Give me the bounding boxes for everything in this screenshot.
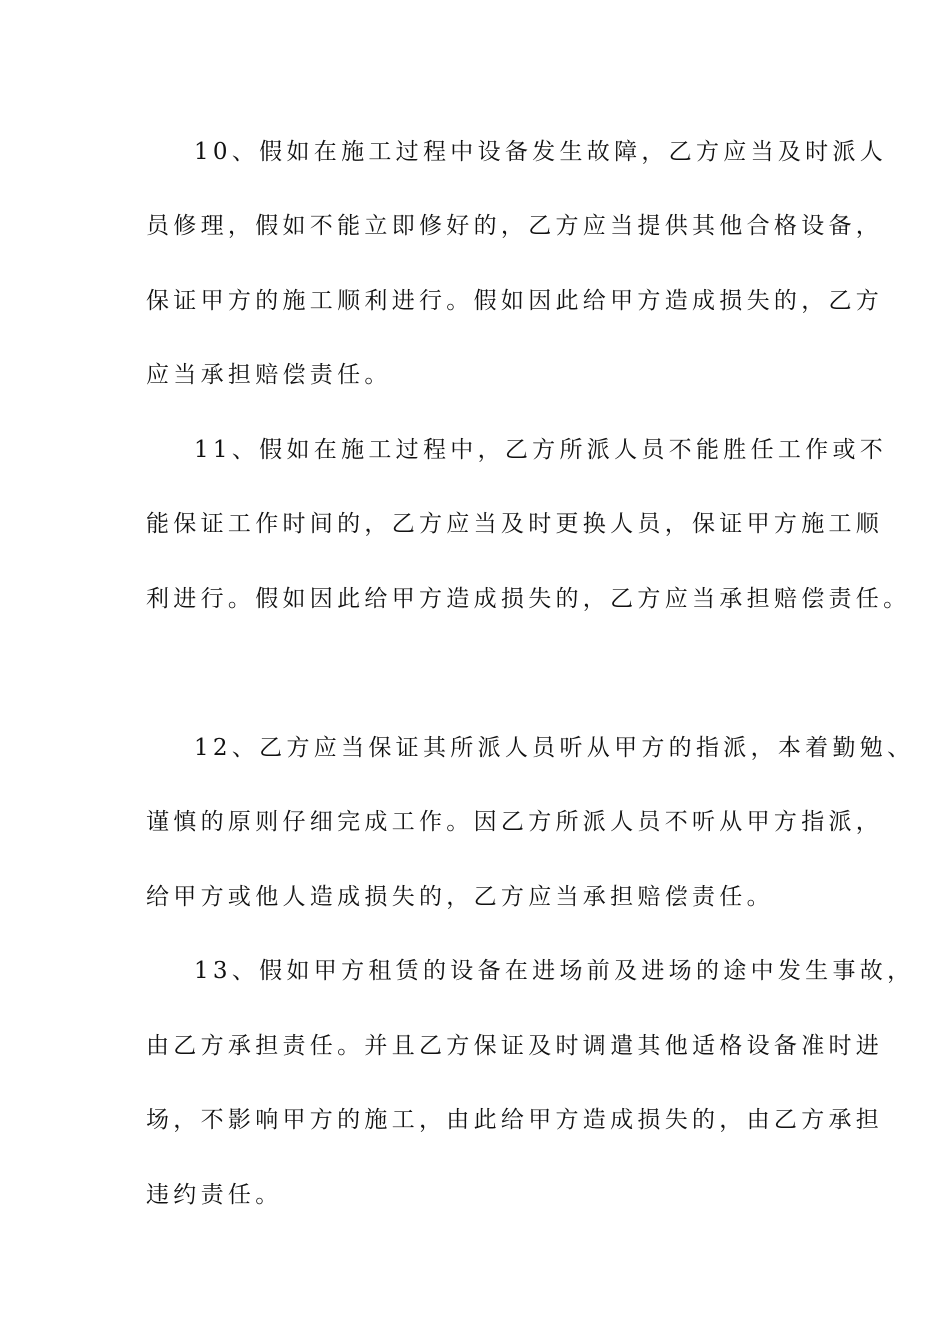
clause-13-line-2: 由乙方承担责任。并且乙方保证及时调遣其他适格设备准时进 <box>146 1033 884 1059</box>
clause-13-line-3: 场，不影响甲方的施工，由此给甲方造成损失的，由乙方承担 <box>146 1107 884 1133</box>
clause-10-line-2: 员修理，假如不能立即修好的，乙方应当提供其他合格设备， <box>146 213 884 239</box>
clause-12-line-2: 谨慎的原则仔细完成工作。因乙方所派人员不听从甲方指派， <box>146 809 884 835</box>
clause-11-line-2: 能保证工作时间的，乙方应当及时更换人员，保证甲方施工顺 <box>146 511 884 537</box>
clause-11-line-3: 利进行。假如因此给甲方造成损失的，乙方应当承担赔偿责任。 <box>146 586 911 612</box>
clause-12-line-3: 给甲方或他人造成损失的，乙方应当承担赔偿责任。 <box>146 884 774 910</box>
clause-10-line-3: 保证甲方的施工顺利进行。假如因此给甲方造成损失的，乙方 <box>146 288 884 314</box>
clause-13-line-1: 13、假如甲方租赁的设备在进场前及进场的途中发生事故， <box>194 958 915 984</box>
clause-11-line-1: 11、假如在施工过程中，乙方所派人员不能胜任工作或不 <box>194 437 888 463</box>
clause-10-line-4: 应当承担赔偿责任。 <box>146 362 392 388</box>
clause-10-line-1: 10、假如在施工过程中设备发生故障，乙方应当及时派人 <box>194 139 888 165</box>
clause-13-line-4: 违约责任。 <box>146 1182 283 1208</box>
clause-12-line-1: 12、乙方应当保证其所派人员听从甲方的指派，本着勤勉、 <box>194 735 915 761</box>
